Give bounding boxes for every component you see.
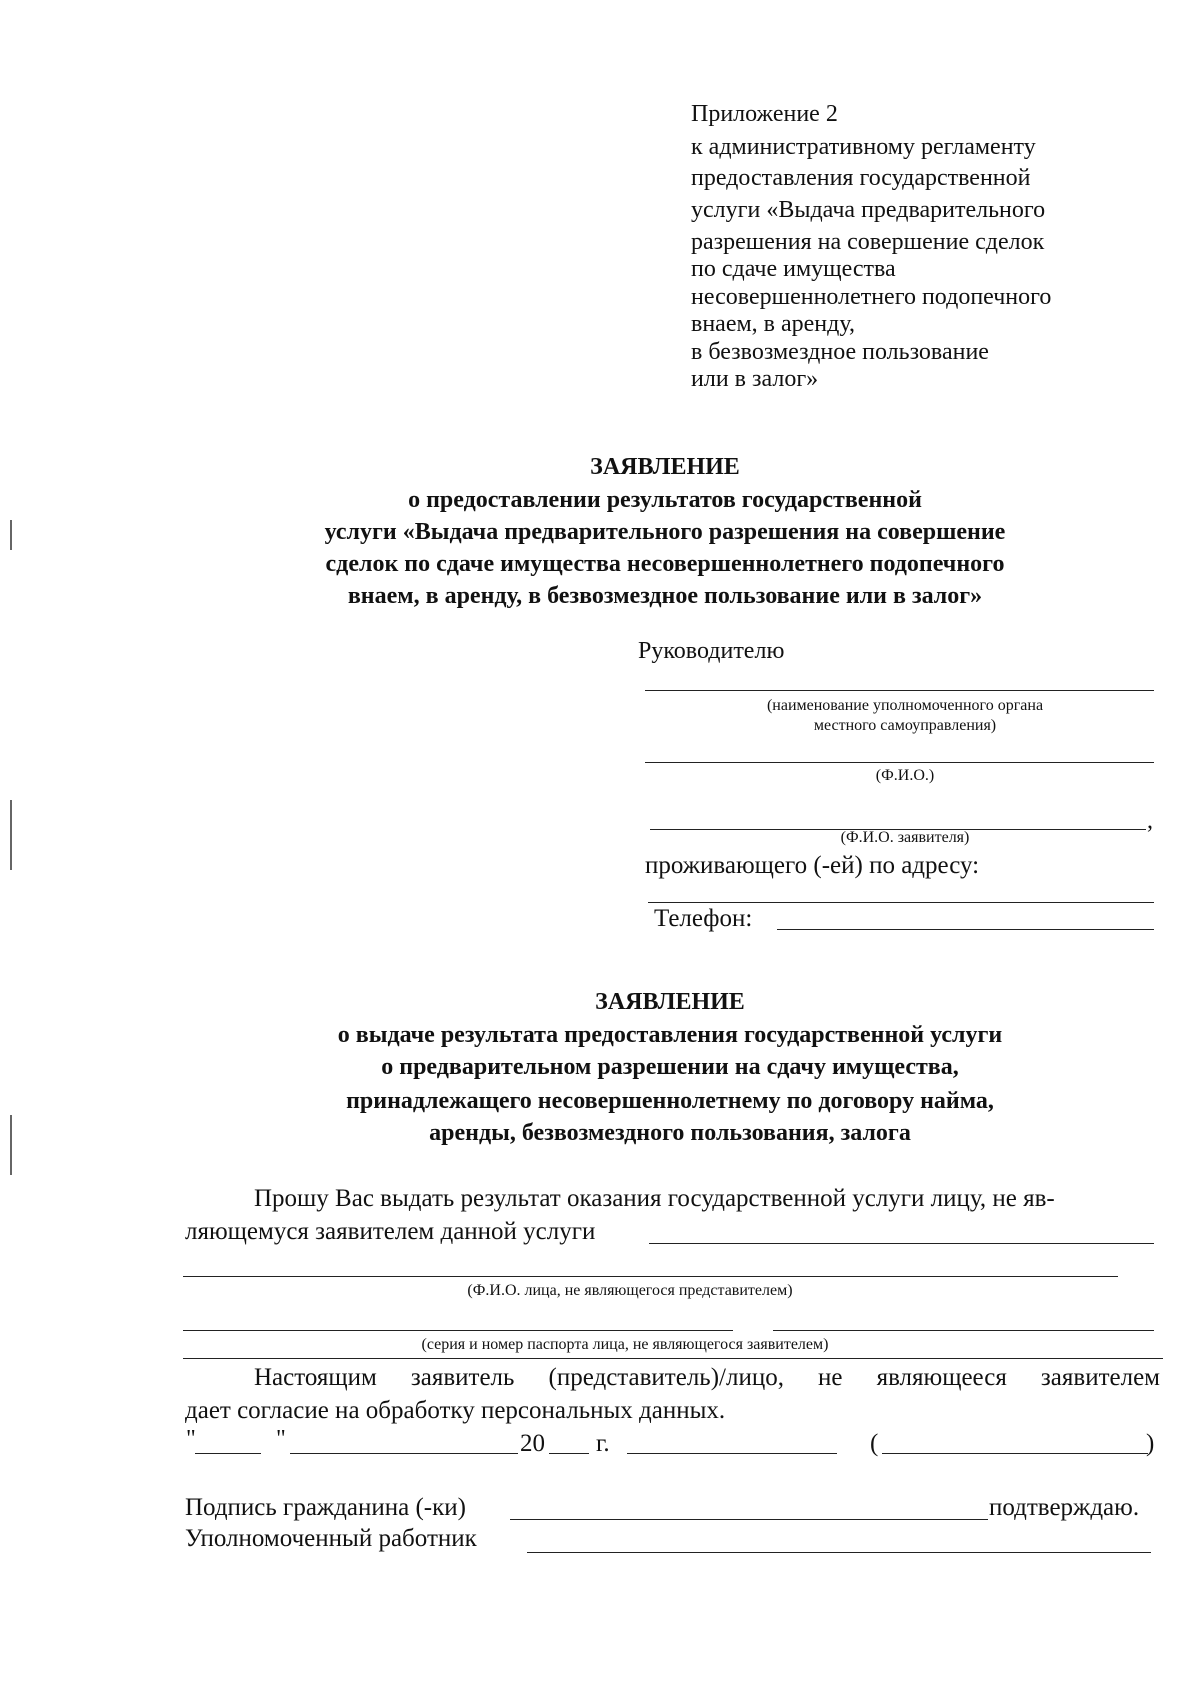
phone-field[interactable] <box>777 929 1154 930</box>
consent-line: Настоящим заявитель (представитель)/лицо, не являющееся заявителем <box>254 1364 1160 1391</box>
annex-line: внаем, в аренду, <box>691 311 855 337</box>
signature-decoding-field[interactable] <box>882 1453 1148 1454</box>
title-1-line: внаем, в аренду, в безвозмездное пользование или в залог» <box>347 583 983 609</box>
consent-line: дает согласие на обработку персональных данных. <box>185 1397 726 1424</box>
citizen-signature-label: Подпись гражданина (-ки) <box>185 1494 466 1521</box>
officer-label: Уполномоченный работник <box>185 1525 477 1552</box>
annex-line: или в залог» <box>691 366 819 392</box>
org-hint: местного самоуправления) <box>813 717 997 734</box>
addressee-to: Руководителю <box>638 638 785 664</box>
annex-line: в безвозмездное пользование <box>691 339 989 365</box>
passport-hint: (серия и номер паспорта лица, не являющегося заявителем) <box>421 1336 829 1353</box>
paren-open: ( <box>870 1430 879 1457</box>
divider <box>183 1358 1163 1359</box>
scan-mark <box>10 1115 12 1175</box>
applicant-hint: (Ф.И.О. заявителя) <box>840 829 970 846</box>
title-1-line: о предоставлении результатов государственной <box>408 487 922 513</box>
signature-field[interactable] <box>627 1453 837 1454</box>
title-1-heading: ЗАЯВЛЕНИЕ <box>590 454 740 480</box>
annex-line: Приложение 2 <box>691 101 838 127</box>
org-hint: (наименование уполномоченного органа <box>766 697 1044 714</box>
recipient-fio-field[interactable] <box>183 1276 1118 1277</box>
title-2-line: аренды, безвозмездного пользования, залога <box>429 1120 911 1146</box>
passport-series-field[interactable] <box>183 1330 733 1331</box>
citizen-signature-field[interactable] <box>510 1519 988 1520</box>
phone-label: Телефон: <box>654 905 753 932</box>
annex-line: услуги «Выдача предварительного <box>691 197 1046 223</box>
date-quote: " <box>186 1426 196 1452</box>
fio-hint: (Ф.И.О.) <box>875 767 935 784</box>
address-field[interactable] <box>648 902 1154 903</box>
annex-line: несовершеннолетнего подопечного <box>691 284 1052 310</box>
date-g: г. <box>596 1430 610 1457</box>
person-hint: (Ф.И.О. лица, не являющегося представителем) <box>467 1282 793 1299</box>
title-2-heading: ЗАЯВЛЕНИЕ <box>595 989 745 1015</box>
request-line: Прошу Вас выдать результат оказания государственной услуги лицу, не яв- <box>254 1185 1055 1212</box>
comma: , <box>1147 808 1153 834</box>
annex-line: разрешения на совершение сделок <box>691 229 1045 255</box>
title-2-line: о выдаче результата предоставления государственной услуги <box>337 1022 1003 1048</box>
title-1-line: сделок по сдаче имущества несовершеннолетнего подопечного <box>325 551 1005 577</box>
date-year-field[interactable] <box>549 1453 589 1454</box>
scan-mark <box>10 520 12 550</box>
officer-signature-field[interactable] <box>527 1552 1151 1553</box>
passport-number-field[interactable] <box>773 1330 1154 1331</box>
confirm-label: подтверждаю. <box>989 1494 1140 1521</box>
annex-line: предоставления государственной <box>691 165 1031 191</box>
paren-close: ) <box>1146 1430 1155 1457</box>
date-month-field[interactable] <box>290 1453 518 1454</box>
date-day-field[interactable] <box>195 1453 261 1454</box>
recipient-field[interactable] <box>649 1243 1154 1244</box>
title-2-line: принадлежащего несовершеннолетнему по договору найма, <box>346 1088 994 1114</box>
official-fio-field[interactable] <box>645 762 1154 763</box>
annex-line: к административному регламенту <box>691 134 1036 160</box>
title-2-line: о предварительном разрешении на сдачу имущества, <box>381 1054 959 1080</box>
annex-line: по сдаче имущества <box>691 256 896 282</box>
org-name-field[interactable] <box>645 690 1154 691</box>
request-line: ляющемуся заявителем данной услуги <box>185 1218 596 1245</box>
date-year-prefix: 20 <box>520 1430 545 1457</box>
scan-mark <box>10 800 12 870</box>
residing-label: проживающего (-ей) по адресу: <box>645 852 980 879</box>
title-1-line: услуги «Выдача предварительного разрешения на совершение <box>324 519 1006 545</box>
date-quote: " <box>276 1426 286 1452</box>
